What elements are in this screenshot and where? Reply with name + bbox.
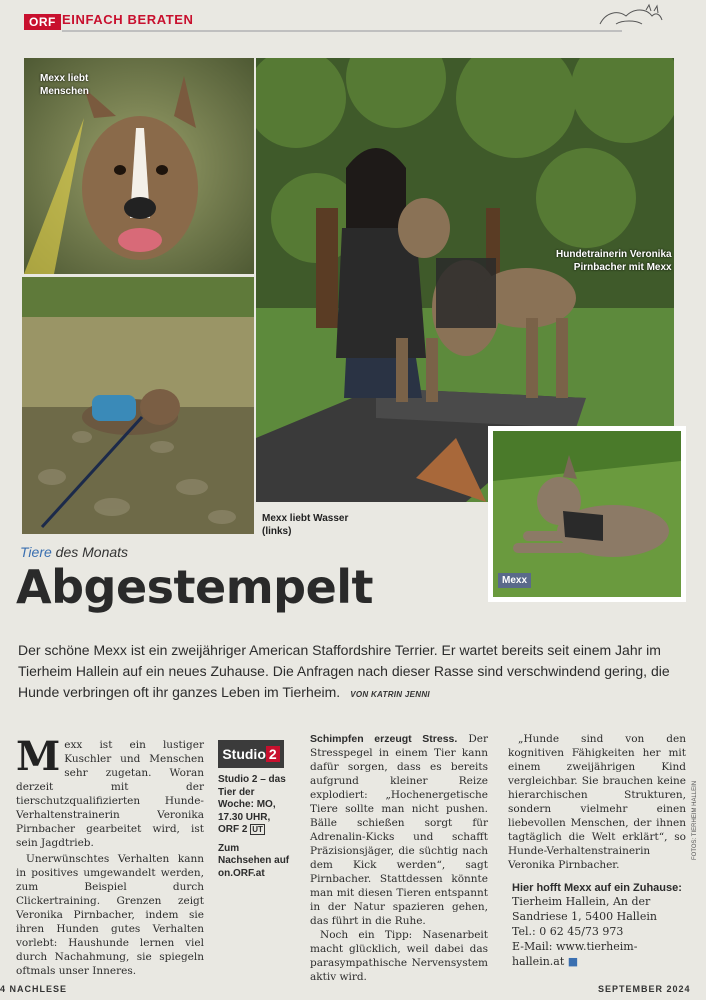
- tv-sidebar: Studio 2 – das Tier der Woche: MO, 17.30 UHR, ORF 2 UT Zum Nachsehen auf on.ORF.at: [218, 774, 290, 879]
- drop-cap: M: [16, 733, 61, 780]
- header-rule: [62, 30, 622, 32]
- caption-mexx-loves-water: Mexx liebt Wasser (links): [262, 513, 349, 537]
- column-3: Schimpfen erzeugt Stress. Der Stresspegel in einem Tier kann dafür sorgen, dass es bereits aufgrund kleiner Reize explodiert: „Hochenergetische Tiere sollte man nicht pushen. Bälle schießen sorgt für Adrenalin-Kicks und schafft Präzisionsjäger, die süchtig nach dem Kick werden“, sagt Pirnbacher. Stattdessen könnte man mit diesen Tieren entspannt in der Natur spazieren gehen, das führt in die Ruhe. Noch ein Tipp: Nasenarbeit macht glücklich, weil dabei das parasympathische Nervensystem aktiv wird.: [310, 733, 488, 983]
- headline: Abgestempelt: [16, 560, 374, 614]
- byline: VON KATRIN JENNI: [350, 690, 430, 699]
- mexx-name-tag: Mexx: [498, 573, 531, 588]
- column-4: „Hunde sind von den kognitiven Fähigkeiten her mit einem zweijährigen Kind vergleichbar. Sie brauchen keine hierarchischen Strukturen, sondern vielmehr einen liebevollen Menschen, der ihnen tagtäglich die Welt erklärt“, so Hunde-Verhaltenstrainerin Veronika Pirnbacher.: [508, 733, 686, 871]
- caption-trainer: Hundetrainerin Veronika Pirnbacher mit Mexx: [556, 249, 672, 273]
- photo-credit: FOTOS: TIERHEIM HALLEIN: [692, 780, 698, 860]
- footer-date: SEPTEMBER 2024: [598, 984, 691, 994]
- cat-sketch-icon: [596, 2, 666, 28]
- footer-page: 4 NACHLESE: [0, 984, 68, 994]
- lead-paragraph: Der schöne Mexx ist ein zweijähriger American Staffordshire Terrier. Er wartet bereits seit einem Jahr im Tierheim Hallein auf ein neues Zuhause. Die Anfragen nach dieser Rasse sind verschwindend gering, die Hunde verbringen oft ihr ganzes Leben im Tierheim. VON KATRIN JENNI: [18, 642, 670, 700]
- kicker: Tiere des Monats: [20, 544, 129, 560]
- orf-logo: ORF: [24, 14, 61, 30]
- rubric-title: EINFACH BERATEN: [62, 12, 194, 27]
- photo-mexx-water: [22, 277, 254, 534]
- caption-mexx-loves-people: Mexx liebt Menschen: [40, 73, 89, 97]
- subtitle-ut-icon: UT: [252, 825, 263, 834]
- column-1: Mexx ist ein lustiger Kuschler und Menschen sehr zugetan. Woran derzeit mit der tierschutzqualifizierten Hunde-Verhaltenstrainerin Veronika Pirnbacher gearbeitet wird, ist sein Jagdtrieb. Unerwünschtes Verhalten kann in positives umgewandelt werden, zum Beispiel durch Clickertraining. Grenzen zeigt Veronika Pirnbacher, indem sie ihren Hunden gutes Verhalten vorlebt: Haushunde lernen viel durch Nachahmung, sie spiegeln oftmals unser Inneres.: [16, 733, 204, 977]
- contact-box: Hier hofft Mexx auf ein Zuhause: Tierheim Hallein, An der Sandriese 1, 5400 Hallein Tel.: 0 62 45/73 973 E-Mail: www.tierheim-hallein.at ■: [512, 882, 688, 969]
- email-link[interactable]: E-Mail: www.tierheim-hallein.at ■: [512, 940, 638, 968]
- studio2-logo: Studio 2: [218, 740, 284, 768]
